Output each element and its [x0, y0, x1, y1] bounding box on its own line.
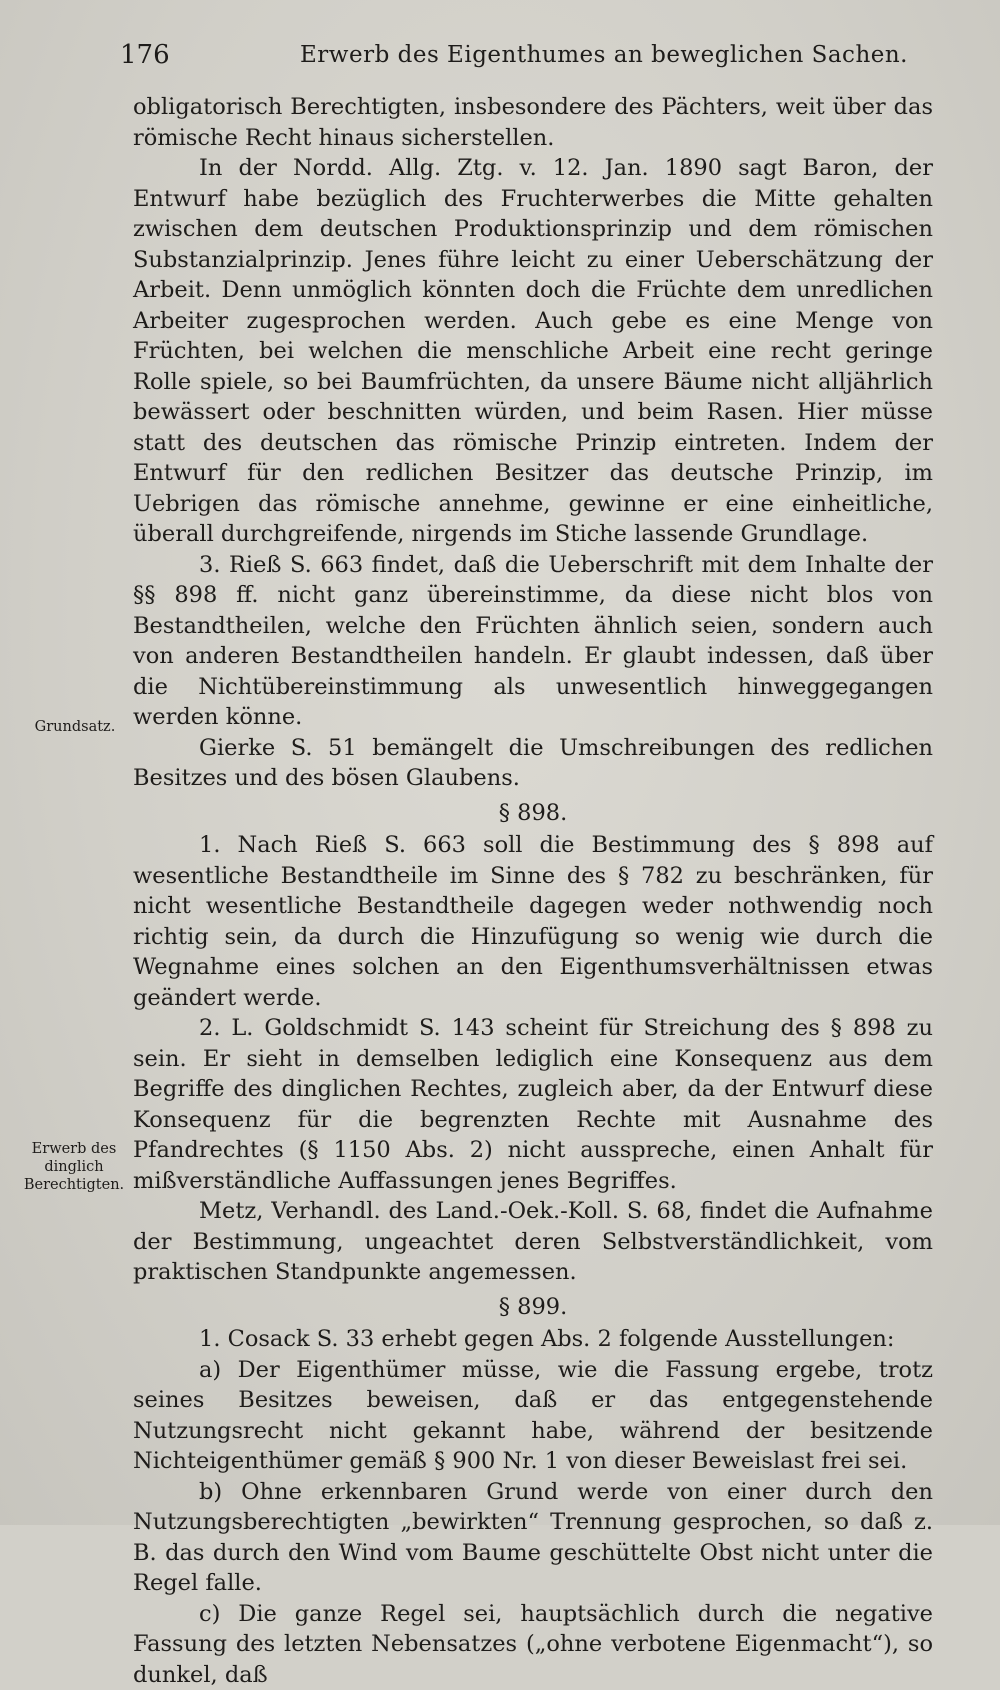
margin-note-grundsatz: Grundsatz. — [20, 718, 130, 736]
page-header — [120, 38, 940, 78]
body-text — [133, 92, 933, 1690]
paragraph-metz: Metz, Verhandl. des Land.-Oek.-Koll. S. 68, findet die Aufnahme der Bestimmung, ungeachtet deren Selbstverständlichkeit, vom praktischen Standpunkte angemessen. — [133, 1196, 933, 1288]
paragraph-899-b: b) Ohne erkennbaren Grund werde von einer durch den Nutzungsberechtigten „bewirkten“ Trennung gesprochen, so daß z. B. das durch den Wind vom Baume geschüttelte Obst nicht unter die Regel falle. — [133, 1477, 933, 1599]
section-heading-898: § 898. — [133, 798, 933, 829]
paragraph-899-c: c) Die ganze Regel sei, hauptsächlich durch die negative Fassung des letzten Nebensatzes („ohne verbotene Eigenmacht“), so dunkel, daß — [133, 1599, 933, 1690]
section-heading-899: § 899. — [133, 1292, 933, 1323]
paragraph-898-2: 2. L. Goldschmidt S. 143 scheint für Streichung des § 898 zu sein. Er sieht in demselben lediglich eine Konsequenz aus dem Begriffe des dinglichen Rechtes, zugleich aber, da der Entwurf diese Konsequenz für die begrenzten Rechte mit Ausnahme des Pfandrechtes (§ 1150 Abs. 2) nicht ausspreche, einen Anhalt für mißverständliche Auffassungen jenes Begriffes. — [133, 1013, 933, 1196]
paragraph-899-a: a) Der Eigenthümer müsse, wie die Fassung ergebe, trotz seines Besitzes beweisen, daß er das entgegenstehende Nutzungsrecht nicht gekannt habe, während der besitzende Nichteigenthümer gemäß § 900 Nr. 1 von dieser Beweislast frei sei. — [133, 1355, 933, 1477]
margin-note-erwerb: Erwerb des dinglich Berechtigten. — [14, 1140, 134, 1194]
page-number: 176 — [120, 40, 170, 70]
running-head: Erwerb des Eigenthumes an beweglichen Sachen. — [300, 42, 908, 68]
paragraph-898-1: 1. Nach Rieß S. 663 soll die Bestimmung des § 898 auf wesentliche Bestandtheile im Sinne des § 782 zu beschränken, für nicht wesentliche Bestandtheile dagegen weder nothwendig noch richtig sein, da durch die Hinzufügung so wenig wie durch die Wegnahme eines solchen an den Eigenthumsverhältnissen etwas geändert werde. — [133, 830, 933, 1013]
paragraph-899-1: 1. Cosack S. 33 erhebt gegen Abs. 2 folgende Ausstellungen: — [133, 1324, 933, 1355]
paragraph-riess: 3. Rieß S. 663 findet, daß die Ueberschrift mit dem Inhalte der §§ 898 ff. nicht ganz übereinstimme, da diese nicht blos von Bestandtheilen, welche den Früchten ähnlich seien, sondern auch von anderen Bestandtheilen handeln. Er glaubt indessen, daß über die Nichtübereinstimmung als unwesentlich hinweggegangen werden könne. — [133, 550, 933, 733]
paragraph-continuation: obligatorisch Berechtigten, insbesondere des Pächters, weit über das römische Recht hinaus sicherstellen. — [133, 92, 933, 153]
paragraph-baron: In der Nordd. Allg. Ztg. v. 12. Jan. 1890 sagt Baron, der Entwurf habe bezüglich des Fruchterwerbes die Mitte gehalten zwischen dem deutschen Produktionsprinzip und dem römischen Substanzialprinzip. Jenes führe leicht zu einer Ueberschätzung der Arbeit. Denn unmöglich könnten doch die Früchte dem unredlichen Arbeiter zugesprochen werden. Auch gebe es eine Menge von Früchten, bei welchen die menschliche Arbeit eine recht geringe Rolle spiele, so bei Baumfrüchten, da unsere Bäume nicht alljährlich bewässert oder beschnitten würden, und beim Rasen. Hier müsse statt des deutschen das römische Prinzip eintreten. Indem der Entwurf für den redlichen Besitzer das deutsche Prinzip, im Uebrigen das römische annehme, gewinne er eine einheitliche, überall durchgreifende, nirgends im Stiche lassende Grundlage. — [133, 153, 933, 550]
paragraph-gierke: Gierke S. 51 bemängelt die Umschreibungen des redlichen Besitzes und des bösen Glaubens. — [133, 733, 933, 794]
